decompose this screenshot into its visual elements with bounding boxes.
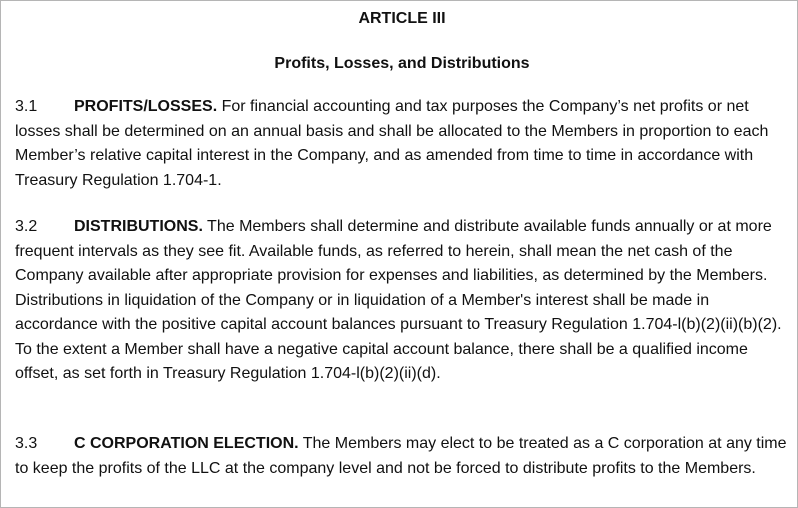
section-3-1 xyxy=(15,95,789,193)
section-number: 3.3 xyxy=(15,435,38,452)
section-number: 3.1 xyxy=(15,98,38,115)
section-body: For financial accounting and tax purposes the Company’s net profits or net losses shall be determined on an annual basis and shall be allocated to the Members in proportion to each Member’s relative capital interest in the Company, and as amended from time to time in accordance with Treasury Regulation 1.704-1. xyxy=(15,98,769,189)
section-3-3 xyxy=(15,432,789,481)
article-number: ARTICLE III xyxy=(358,10,446,27)
section-body: The Members may elect to be treated as a C corporation at any time to keep the profits of the LLC at the company level and not be forced to distribute profits to the Members. xyxy=(15,435,787,477)
section-body: The Members shall determine and distribute available funds annually or at more frequent intervals as they see fit. Available funds, as referred to herein, shall mean the net cash of the Company available after appropriate provision for expenses and liabilities, as determined by the Members. Distributions in liquidation of the Company or in liquidation of a Member's interest shall be made in accordance with the positive capital account balances pursuant to Treasury Regulation 1.704-l(b)(2)(ii)(b)(2). To the extent a Member shall have a negative capital account balance, there shall be a qualified income offset, as set forth in Treasury Regulation 1.704-l(b)(2)(ii)(d). xyxy=(15,218,782,382)
section-heading: DISTRIBUTIONS. xyxy=(74,218,203,235)
section-heading: PROFITS/LOSSES. xyxy=(74,98,218,115)
article-title: Profits, Losses, and Distributions xyxy=(274,55,530,72)
section-number: 3.2 xyxy=(15,218,38,235)
section-3-2 xyxy=(15,215,789,387)
section-heading: C CORPORATION ELECTION. xyxy=(74,435,299,452)
